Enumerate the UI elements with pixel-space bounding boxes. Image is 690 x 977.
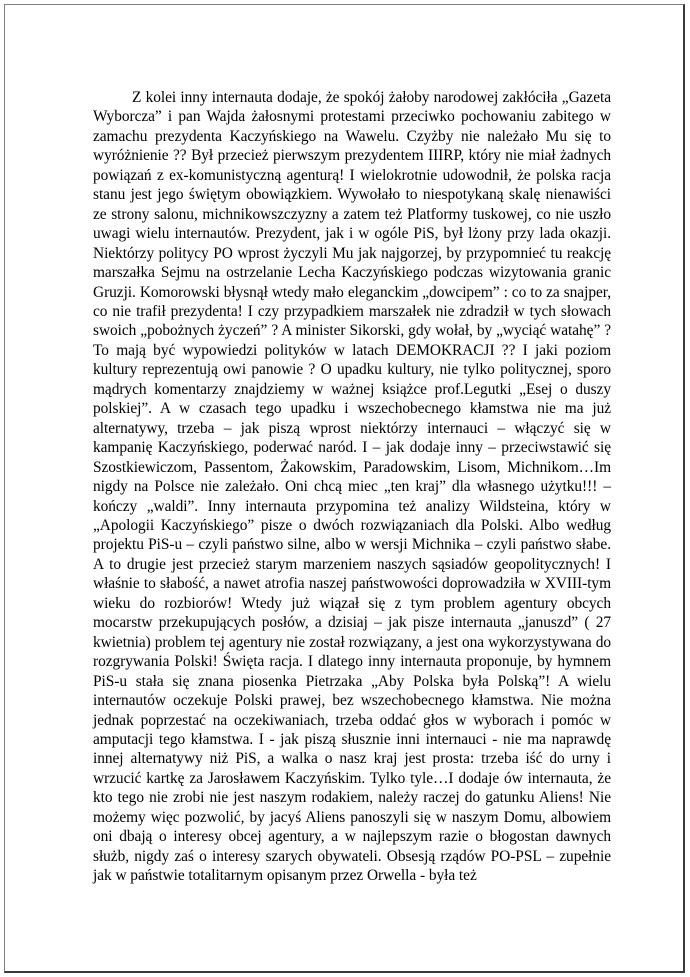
document-page <box>4 4 685 973</box>
body-paragraph: Z kolei inny internauta dodaje, że spokój żałoby narodowej zakłóciła „Gazeta Wyborcza” i pan Wajda żałosnymi protestami przeciwko pochowaniu zabitego w zamachu prezydenta Kaczyńskiego na Wawelu. Czyżby nie należało Mu się to wyróżnienie ?? Był przecież pierwszym prezydentem IIIRP, który nie miał żadnych powiązań z ex-komunistyczną agenturą! I wielokrotnie udowodnił, że polska racja stanu jest jego świętym obowiązkiem. Wywołało to niespotykaną skalę nienawiści ze strony salonu, michnikowszczyzny a zatem też Platformy tuskowej, co nie uszło uwagi wielu internautów. Prezydent, jak i w ogóle PiS, był lżony przy lada okazji. Niektórzy politycy PO wprost życzyli Mu jak najgorzej, by przypomnieć tu reakcję marszałka Sejmu na ostrzelanie Lecha Kaczyńskiego podczas wizytowania granic Gruzji. Komorowski błysnął wtedy mało eleganckim „dowcipem” : co to za snajper, co nie trafił prezydenta! I czy przypadkiem marszałek nie zdradził w tych słowach swoich „pobożnych życzeń” ? A minister Sikorski, gdy wołał, by „wyciąć watahę” ? To mają być wypowiedzi polityków w latach DEMOKRACJI ?? I jaki poziom kultury reprezentują owi panowie ? O upadku kultury, nie tylko politycznej, sporo mądrych komentarzy znajdziemy w ważnej książce prof.Legutki „Esej o duszy polskiej”. A w czasach tego upadku i wszechobecnego kłamstwa nie ma już alternatywy, trzeba – jak piszą wprost niektórzy internauci – włączyć się w kampanię Kaczyńskiego, poderwać naród. I – jak dodaje inny – przeciwstawić się Szostkiewiczom, Passentom, Żakowskim, Paradowskim, Lisom, Michnikom…Im nigdy na Polsce nie zależało. Oni chcą miec „ten kraj” dla własnego użytku!!! – kończy „waldi”. Inny internauta przypomina też analizy Wildsteina, który w „Apologii Kaczyńskiego” pisze o dwóch rozwiązaniach dla Polski. Albo według projektu PiS-u – czyli państwo silne, albo w wersji Michnika – czyli państwo słabe. A to drugie jest przecież starym marzeniem naszych sąsiadów geopolitycznych! I właśnie to słabość, a nawet atrofia naszej państwowości doprowadziła w XVIII-tym wieku do rozbiorów! Wtedy już wiązał się z tym problem agentury obcych mocarstw przekupujących posłów, a dzisiaj – jak pisze internauta „januszd” ( 27 kwietnia) problem tej agentury nie został rozwiązany, a jest ona wykorzystywana do rozgrywania Polski! Święta racja. I dlatego inny internauta proponuje, by hymnem PiS-u stała się znana piosenka Pietrzaka „Aby Polska była Polską”! A wielu internautów oczekuje Polski prawej, bez wszechobecnego kłamstwa. Nie można jednak poprzestać na oczekiwaniach, trzeba oddać głos w wyborach i pomóc w amputacji tego kłamstwa. I - jak piszą słusznie inni internauci - nie ma naprawdę innej alternatywy niż PiS, a walka o nasz kraj jest prosta: trzeba iść do urny i wrzucić kartkę za Jarosławem Kaczyńskim. Tylko tyle…I dodaje ów internauta, że kto tego nie zrobi nie jest naszym rodakiem, należy raczej do gatunku Aliens! Nie możemy więc pozwolić, by jacyś Aliens panoszyli się w naszym Domu, albowiem oni dbają o interesy obcej agentury, a w najlepszym razie o błogostan dawnych służb, nigdy zaś o interesy szarych obywateli. Obsesją rządów PO-PSL – zupełnie jak w państwie totalitarnym opisanym przez Orwella - była też <box>93 89 611 885</box>
